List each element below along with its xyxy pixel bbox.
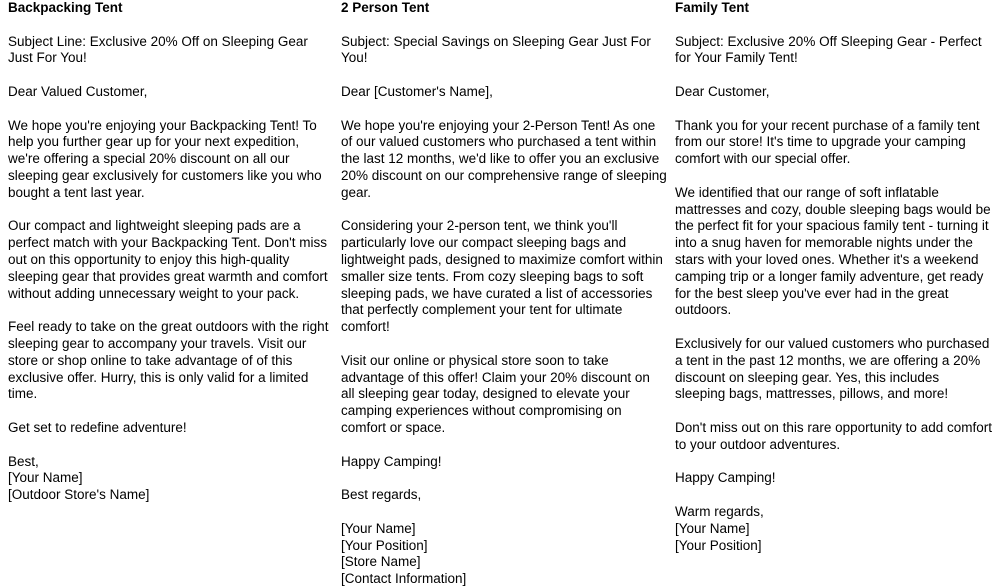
- body-paragraph: We identified that our range of soft inflatable mattresses and cozy, double sleeping bags would be the perfect fit for your spacious family tent - turning it into a snug haven for memorable nights under the stars with your loved ones. Whether it's a weekend camping trip or a longer family adventure, get ready for the best sleep you've ever had in the great outdoors.: [675, 184, 991, 318]
- email-column-backpacking-tent: [8, 0, 334, 504]
- body-paragraph: Thank you for your recent purchase of a family tent from our store! It's time to upgrade your camping comfort with our special offer.: [675, 117, 980, 167]
- body-paragraph: We hope you're enjoying your Backpacking Tent! To help you further gear up for your next expedition, we're offering a special 20% discount on all our sleeping gear exclusively for customers like you who bought a tent last year.: [8, 117, 322, 200]
- column-heading: Backpacking Tent: [8, 0, 123, 15]
- signature: [Your Name] [Your Position] [Store Name] [Contact Information]: [341, 520, 467, 587]
- body-paragraph: Visit our online or physical store soon to take advantage of this offer! Claim your 20% discount on all sleeping gear today, designed to elevate your camping experiences without compromising on comfort or space.: [341, 352, 650, 435]
- greeting: Dear [Customer's Name],: [341, 83, 493, 99]
- body-paragraph: We hope you're enjoying your 2-Person Tent! As one of our valued customers who purchased a tent within the last 12 months, we'd like to offer you an exclusive 20% discount on our comprehensive range of sleeping gear.: [341, 117, 667, 200]
- subject-line: Subject: Exclusive 20% Off Sleeping Gear - Perfect for Your Family Tent!: [675, 33, 982, 66]
- sign-off: Best regards,: [341, 487, 422, 503]
- body-paragraph: Don't miss out on this rare opportunity to add comfort to your outdoor adventures.: [675, 419, 992, 452]
- closing-line: Get set to redefine adventure!: [8, 419, 187, 435]
- column-heading: Family Tent: [675, 0, 750, 15]
- subject-line: Subject Line: Exclusive 20% Off on Sleeping Gear Just For You!: [8, 33, 308, 66]
- closing-line: Happy Camping!: [675, 470, 776, 486]
- email-column-2-person-tent: [341, 0, 667, 588]
- greeting: Dear Valued Customer,: [8, 83, 148, 99]
- signature: Best, [Your Name] [Outdoor Store's Name]: [8, 453, 150, 503]
- body-paragraph: Considering your 2-person tent, we think you'll particularly love our compact sleeping bags and lightweight pads, designed to maximize comfort within smaller size tents. From cozy sleeping bags to soft sleeping pads, we have curated a list of accessories that perfectly complement your tent for ultimate comfort!: [341, 218, 663, 335]
- body-paragraph: Feel ready to take on the great outdoors with the right sleeping gear to accompany your travels. Visit our store or shop online to take advantage of of this exclusive offer. Hurry, this is only valid for a limited time.: [8, 319, 329, 402]
- closing-line: Happy Camping!: [341, 453, 442, 469]
- subject-line: Subject: Special Savings on Sleeping Gear Just For You!: [341, 33, 651, 66]
- column-heading: 2 Person Tent: [341, 0, 430, 15]
- email-column-family-tent: [675, 0, 993, 554]
- body-paragraph: Exclusively for our valued customers who purchased a tent in the past 12 months, we are offering a 20% discount on sleeping gear. Yes, this includes sleeping bags, mattresses, pillows, and more!: [675, 335, 990, 402]
- body-paragraph: Our compact and lightweight sleeping pads are a perfect match with your Backpacking Tent. Don't miss out on this opportunity to enjoy this high-quality sleeping gear that provides great warmth and comfort without adding unnecessary weight to your pack.: [8, 218, 328, 301]
- signature: Warm regards, [Your Name] [Your Position]: [675, 503, 764, 553]
- greeting: Dear Customer,: [675, 83, 770, 99]
